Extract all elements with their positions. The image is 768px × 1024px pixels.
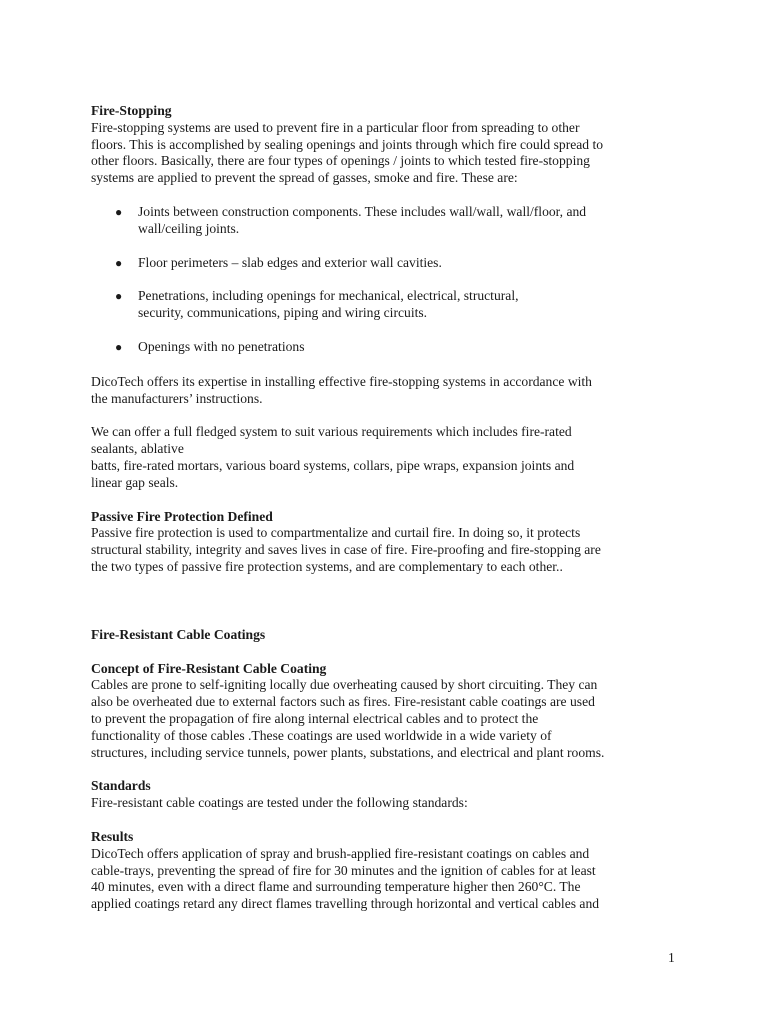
text-line: We can offer a full fledged system to suit various requirements which includes fire-rated [91, 424, 572, 440]
text-line: Passive fire protection is used to compartmentalize and curtail fire. In doing so, it protects [91, 525, 581, 541]
text-line: the two types of passive fire protection systems, and are complementary to each other.. [91, 558, 563, 574]
text-line: 40 minutes, even with a direct flame and surrounding temperature higher then 260°C. The [91, 879, 581, 895]
bullet-icon: ● [115, 289, 123, 304]
fire-stopping-intro [91, 120, 691, 187]
page-number: 1 [668, 950, 675, 965]
results-heading: Results [91, 828, 134, 844]
bullet-icon: ● [115, 339, 123, 354]
text-line: DicoTech offers its expertise in installing effective fire-stopping systems in accordance with [91, 373, 592, 389]
text-line: security, communications, piping and wiring circuits. [138, 305, 428, 321]
expertise-paragraph [91, 374, 691, 408]
results-body [91, 846, 691, 913]
fire-stopping-heading: Fire-Stopping [91, 103, 172, 118]
cable-coatings-heading: Fire-Resistant Cable Coatings [91, 626, 266, 642]
text-line: functionality of those cables .These coatings are used worldwide in a wide variety of [91, 727, 552, 743]
text-line: sealants, ablative [91, 441, 184, 457]
fire-stopping-section [91, 103, 691, 187]
results-section [91, 829, 691, 913]
list-item [91, 204, 691, 238]
text-line: Cables are prone to self-igniting locally due overheating caused by short circuiting. They can [91, 677, 598, 693]
offer-paragraph [91, 424, 691, 491]
list-item [91, 255, 691, 272]
cable-coatings-section [91, 627, 691, 644]
text-line: structural stability, integrity and saves lives in case of fire. Fire-proofing and fire-stopping are [91, 542, 601, 558]
text-line: Joints between construction components. These includes wall/wall, wall/floor, and [138, 203, 587, 219]
text-line: DicoTech offers application of spray and brush-applied fire-resistant coatings on cables and [91, 845, 590, 861]
document-page [91, 103, 691, 930]
standards-body [91, 795, 691, 812]
opening-types-list [91, 204, 691, 356]
text-line: to prevent the propagation of fire along internal electrical cables and to protect the [91, 710, 539, 726]
text-line: cable-trays, preventing the spread of fire for 30 minutes and the ignition of cables for at least [91, 862, 596, 878]
text-line: linear gap seals. [91, 474, 179, 490]
text-line: Fire-stopping systems are used to prevent fire in a particular floor from spreading to other [91, 119, 580, 135]
text-line: wall/ceiling joints. [138, 220, 240, 236]
concept-body [91, 677, 691, 761]
bullet-icon: ● [115, 204, 123, 219]
text-line: batts, fire-rated mortars, various board systems, collars, pipe wraps, expansion joints and [91, 457, 575, 473]
text-line: floors. This is accomplished by sealing openings and joints through which fire could spread to [91, 136, 604, 152]
concept-section [91, 661, 691, 762]
passive-protection-heading: Passive Fire Protection Defined [91, 508, 273, 524]
bullet-icon: ● [115, 255, 123, 270]
spacer [91, 593, 691, 627]
standards-section [91, 778, 691, 812]
text-line: systems are applied to prevent the spread of gasses, smoke and fire. These are: [91, 170, 518, 186]
text-line: the manufacturers’ instructions. [91, 390, 263, 406]
passive-protection-section [91, 509, 691, 576]
list-item [91, 339, 691, 356]
text-line: also be overheated due to external factors such as fires. Fire-resistant cable coatings are used [91, 694, 595, 710]
text-line: other floors. Basically, there are four types of openings / joints to which tested fire-stopping [91, 153, 590, 169]
text-line: structures, including service tunnels, power plants, substations, and electrical and plant rooms. [91, 744, 605, 760]
standards-heading: Standards [91, 778, 151, 794]
concept-heading: Concept of Fire-Resistant Cable Coating [91, 660, 327, 676]
passive-protection-body [91, 525, 691, 575]
text-line: Penetrations, including openings for mechanical, electrical, structural, [138, 288, 519, 304]
text-line: Fire-resistant cable coatings are tested under the following standards: [91, 795, 468, 811]
text-line: Openings with no penetrations [138, 338, 305, 354]
text-line: Floor perimeters – slab edges and exterior wall cavities. [138, 254, 442, 270]
list-item [91, 288, 691, 322]
text-line: applied coatings retard any direct flames travelling through horizontal and vertical cables and [91, 896, 600, 912]
